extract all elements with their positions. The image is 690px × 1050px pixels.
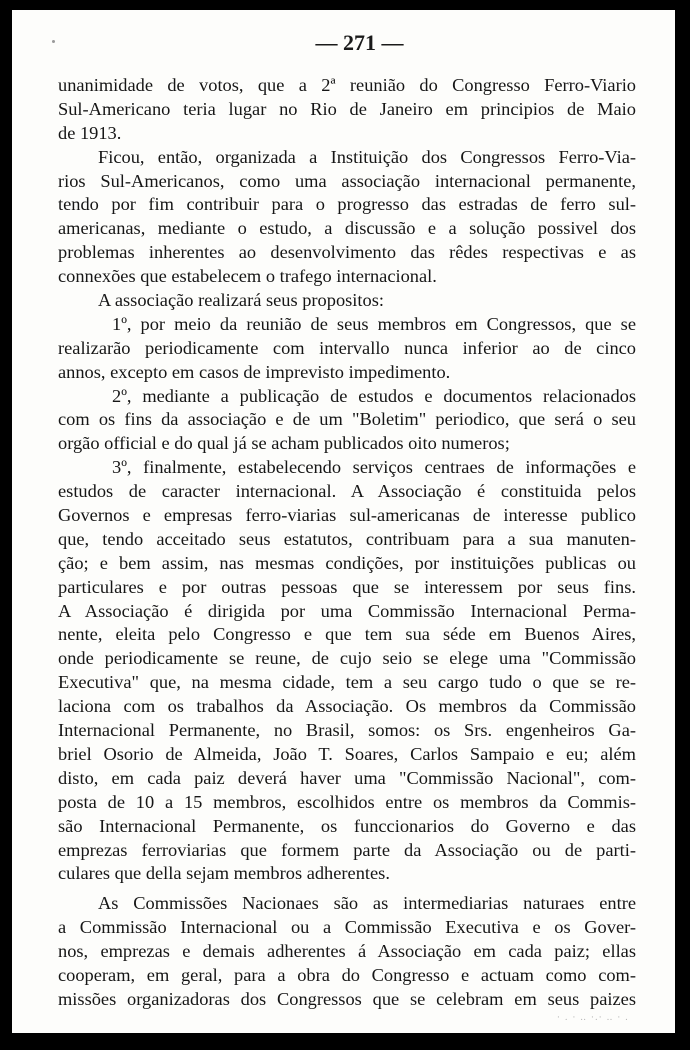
- text-line: tendo por fim contribuir para o progresso das estradas de ferro sul-: [58, 194, 636, 215]
- text-line: briel Osorio de Almeida, João T. Soares, Carlos Sampaio e eu; além: [58, 743, 636, 764]
- text-line: a Commissão Internacional ou a Commissão Executiva e os Gover-: [58, 917, 636, 938]
- document-page: [12, 10, 675, 1033]
- text-line: missões organizadoras dos Congressos que se celebram em seus paizes: [58, 988, 636, 1009]
- text-line: onde periodicamente se reune, de cujo seio se elege uma "Commissão: [58, 648, 636, 669]
- text-line: connexões que estabelecem o trafego internacional.: [58, 266, 437, 287]
- text-line: com os fins da associação e de um "Boletim" periodico, que será o seu: [58, 409, 636, 430]
- text-line: Executiva" que, na mesma cidade, tem a seu cargo tudo o que se re-: [58, 672, 636, 693]
- text-line: annos, excepto em casos de imprevisto impedimento.: [58, 361, 451, 382]
- text-line: que, tendo acceitado seus estatutos, contribuam para a sua manuten-: [58, 528, 636, 549]
- text-line: posta de 10 a 15 membros, escolhidos entre os membros da Commis-: [58, 791, 636, 812]
- text-line: realizarão periodicamente com intervallo nunca inferior ao de cinco: [58, 337, 636, 358]
- text-line: unanimidade de votos, que a 2ª reunião do Congresso Ferro-Viario: [58, 75, 636, 95]
- text-line: disto, em cada paiz deverá haver uma "Commissão Nacional", com-: [58, 767, 636, 788]
- text-line: americanas, mediante o estudo, a discussão e a solução possivel dos: [58, 218, 636, 239]
- text-line: de 1913.: [58, 122, 122, 143]
- text-line: 3º, finalmente, estabelecendo serviços centraes de informações e: [112, 457, 636, 478]
- text-line: Internacional Permanente, no Brasil, somos: os Srs. engenheiros Ga-: [58, 720, 636, 741]
- text-line: ção; e bem assim, nas mesmas condições, por instituições publicas ou: [58, 552, 636, 573]
- body-text: [58, 74, 636, 1012]
- text-line: 2º, mediante a publicação de estudos e documentos relacionados: [112, 385, 636, 406]
- text-line: nos, emprezas e demais adherentes á Associação em cada paiz; ellas: [58, 941, 636, 962]
- text-line: As Commissões Nacionaes são as intermediarias naturaes entre: [98, 893, 636, 914]
- text-line: cooperam, em geral, para a obra do Congresso e actuam como com-: [58, 964, 636, 985]
- text-line: culares que della sejam membros adherentes.: [58, 863, 390, 884]
- text-line: orgão official e do qual já se acham publicados oito numeros;: [58, 433, 510, 454]
- text-line: nente, eleita pelo Congresso e que tem sua séde em Buenos Aires,: [58, 624, 636, 645]
- text-line: rios Sul-Americanos, como uma associação internacional permanente,: [58, 170, 636, 191]
- text-line: A Associação é dirigida por uma Commissão Internacional Perma-: [58, 600, 636, 621]
- text-line: particulares e por outras pessoas que se interessem por seus fins.: [58, 576, 636, 597]
- text-line: 1º, por meio da reunião de seus membros em Congressos, que se: [112, 313, 636, 334]
- text-line: problemas inherentes ao desenvolvimento das rêdes respectivas e as: [58, 242, 636, 263]
- text-line: laciona com os trabalhos da Associação. Os membros da Commissão: [58, 696, 636, 717]
- scan-smudge: · . · ‥ ·.· ‥ · .: [557, 1013, 629, 1023]
- text-line: estudos de caracter internacional. A Associação é constituida pelos: [58, 481, 636, 502]
- text-line: emprezas ferroviarias que formem parte da Associação ou de parti-: [58, 839, 636, 860]
- page-number: — 271 —: [315, 30, 404, 55]
- text-line: A associação realizará seus propositos:: [98, 290, 384, 311]
- text-line: são Internacional Permanente, os funccionarios do Governo e das: [58, 815, 636, 836]
- text-line: Ficou, então, organizada a Instituição dos Congressos Ferro-Via-: [98, 146, 636, 167]
- text-line: Sul-Americano teria lugar no Rio de Janeiro em principios de Maio: [58, 98, 636, 119]
- text-line: Governos e empresas ferro-viarias sul-americanas de interesse publico: [58, 505, 636, 526]
